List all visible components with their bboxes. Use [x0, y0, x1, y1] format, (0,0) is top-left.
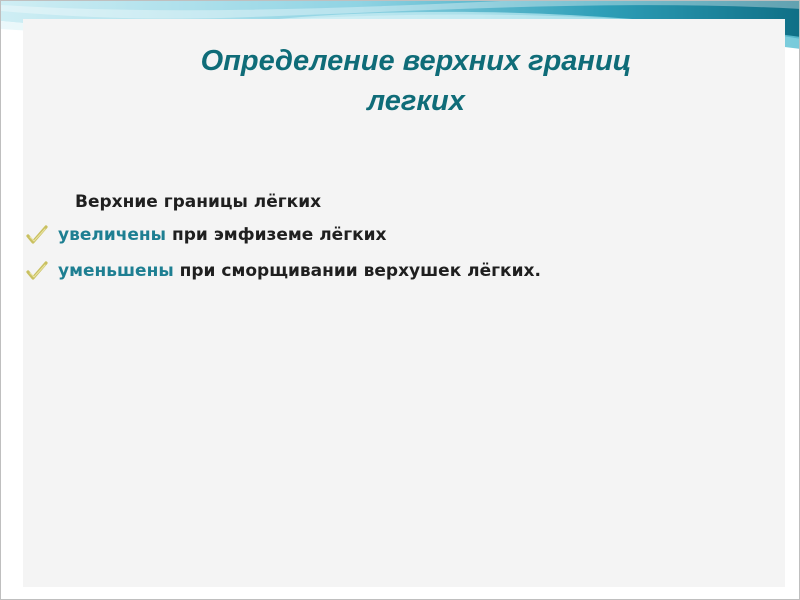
bullet-keyword: увеличены: [58, 225, 167, 245]
bullet-text: при сморщивании верхушек лёгких.: [173, 261, 541, 281]
checkmark-icon: [25, 223, 49, 247]
slide-body: [25, 187, 765, 289]
bullet-item: [25, 253, 765, 289]
bullet-item: [25, 217, 765, 253]
slide-title: [101, 41, 731, 121]
title-line: легких: [367, 85, 465, 117]
bullet-text: при эмфиземе лёгких: [166, 225, 387, 245]
title-line: Определение верхних границ: [200, 45, 632, 77]
bullet-keyword: уменьшены: [58, 261, 174, 281]
intro-text: Верхние границы лёгких: [75, 192, 322, 212]
checkmark-icon: [25, 259, 49, 283]
